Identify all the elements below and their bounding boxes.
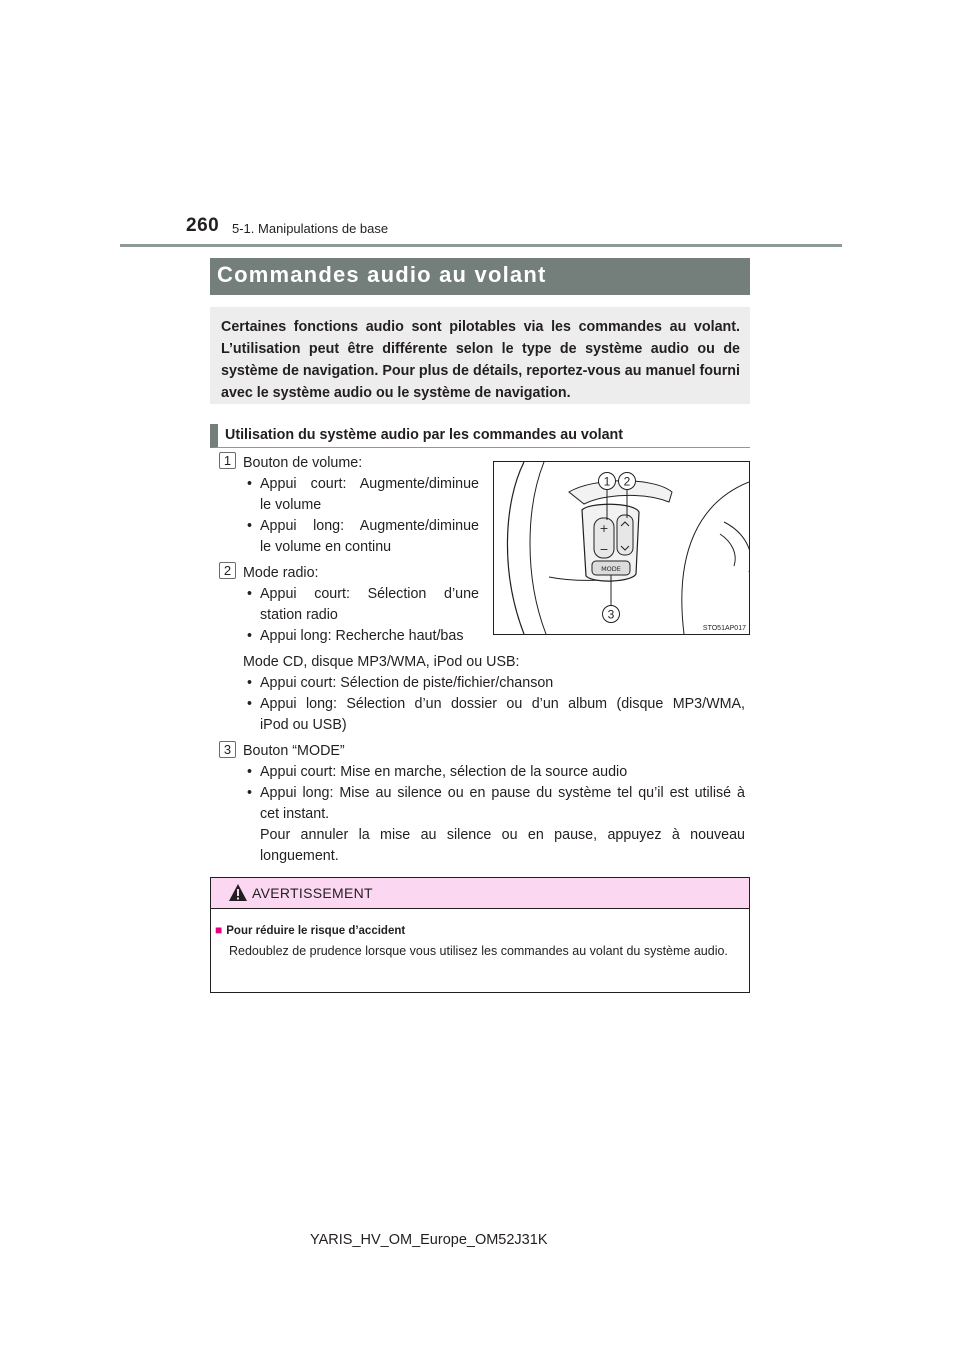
subsection-title: Utilisation du système audio par les commandes au volant [225,427,624,443]
section-reference: 5-1. Manipulations de base [232,221,389,236]
item-title: Mode CD, disque MP3/WMA, iPod ou USB: [243,654,520,670]
bullet-dot: • [247,764,253,780]
bullet-text: Appui long: Recherche haut/bas [260,628,464,644]
item-number-badge: 2 [219,562,236,579]
page-title: Commandes audio au volant [217,262,547,287]
page-title-bar [210,258,750,295]
square-bullet-icon: ■ [215,923,223,937]
warning-subheading-row [215,923,405,937]
bullet-text: longuement. [260,848,339,864]
bullet-text: Appui court: Sélection de piste/fichier/chanson [260,675,554,691]
footer-code: YARIS_HV_OM_Europe_OM52J31K [310,1232,548,1248]
warning-triangle-icon [228,883,248,902]
header-rule [120,244,842,247]
bullet-text: iPod ou USB) [260,717,347,733]
bullet-dot: • [247,586,253,602]
figure-code: STO51AP017 [702,625,746,632]
bullet-text: le volume en continu [260,539,392,555]
intro-box: Certaines fonctions audio sont pilotables via les commandes au volant. L’utilisation peut être différente selon le type de système audio ou de système de navigation. Pour plus de détails, reportez-vous au manuel fourni avec le système audio ou le système de navigation. [210,307,750,404]
item-title: Bouton de volume: [243,455,363,471]
bullet-text: cet instant. [260,806,330,822]
bullet-dot: • [247,628,253,644]
bullet-text: station radio [260,607,338,623]
bullet-text: Appui long: Augmente/diminue [260,518,479,534]
item-number-badge: 1 [219,452,236,469]
mode-button-label: MODE [601,565,621,573]
callout-2: 2 [623,474,631,489]
warning-header [211,878,749,909]
bullet-text: le volume [260,497,322,513]
item-title: Bouton “MODE” [243,743,345,759]
bullet-dot: • [247,518,253,534]
bullet-text: Appui court: Sélection d’une [260,586,479,602]
steering-wheel-illustration [494,462,749,634]
bullet-dot: • [247,696,253,712]
bullet-text: Appui court: Mise en marche, sélection de la source audio [260,764,628,780]
bullet-dot: • [247,675,253,691]
page-number: 260 [186,215,220,236]
bullet-text: Pour annuler la mise au silence ou en pause, appuyez à nouveau [260,827,745,843]
bullet-dot: • [247,785,253,801]
warning-heading: AVERTISSEMENT [252,885,373,901]
warning-text: Redoublez de prudence lorsque vous utilisez les commandes au volant du système audio. [229,944,728,958]
svg-text:+: + [599,522,609,535]
callout-3: 3 [607,607,615,622]
svg-text:−: − [599,543,609,556]
subsection-heading [210,424,750,448]
item-number-badge: 3 [219,741,236,758]
bullet-text: Appui long: Sélection d’un dossier ou d’un album (disque MP3/WMA, [260,696,745,712]
warning-box [210,877,750,993]
bullet-text: Appui long: Mise au silence ou en pause du système tel qu’il est utilisé à [260,785,745,801]
steering-wheel-figure [493,461,750,635]
item-title: Mode radio: [243,565,319,581]
callout-1: 1 [603,474,611,489]
warning-subheading: Pour réduire le risque d’accident [226,925,406,937]
bullet-text: Appui court: Augmente/diminue [260,476,479,492]
bullet-dot: • [247,476,253,492]
